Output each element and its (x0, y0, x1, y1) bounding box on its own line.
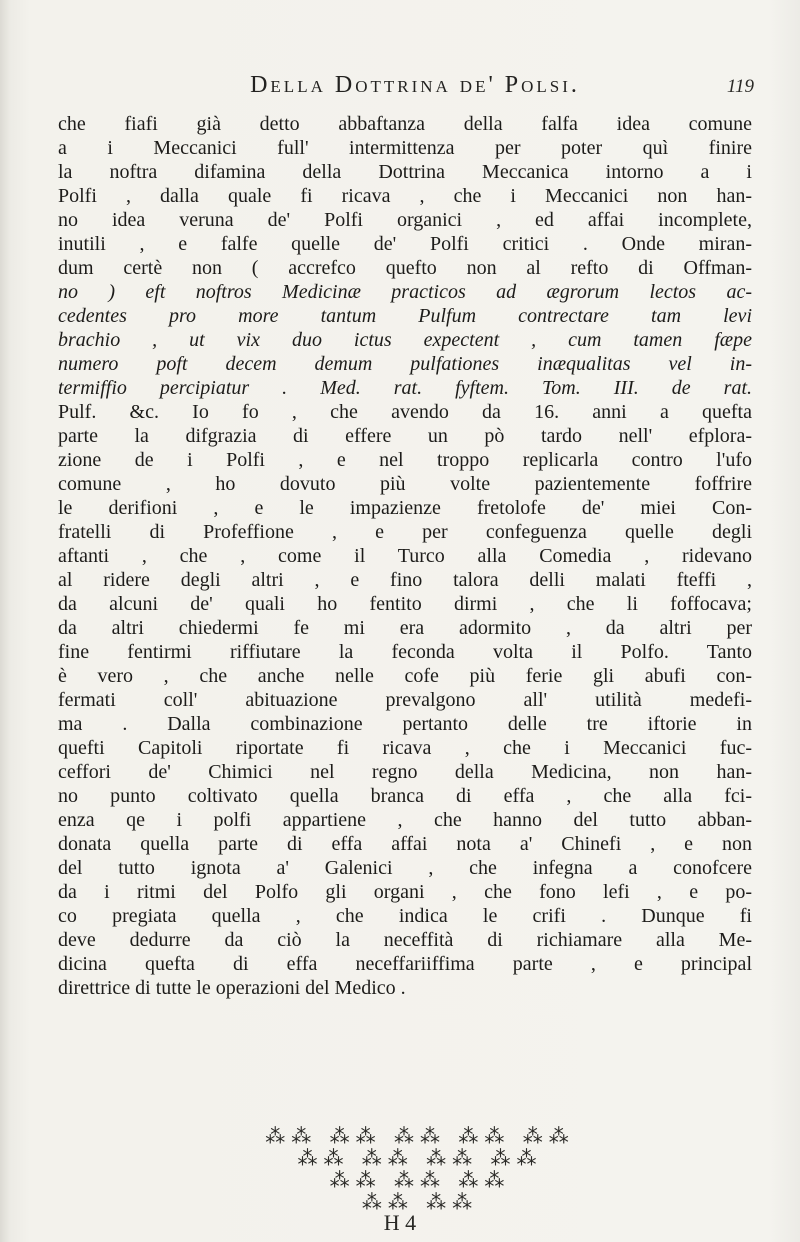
page-header (70, 72, 760, 112)
text-line: aftanti , che , come il Turco alla Comedia , ridevano (58, 545, 752, 567)
text-line: deve dedurre da ciò la neceffità di richiamare alla Me- (58, 929, 752, 951)
text-line: da i ritmi del Polfo gli organi , che fono lefi , e po- (58, 881, 752, 903)
text-line: Pulf. &c. Io fo , che avendo da 16. anni a quefta (58, 401, 752, 423)
ornament-row: ⁂⁂ ⁂⁂ ⁂⁂ (329, 1168, 511, 1192)
text-line: inutili , e falfe quelle de' Polfi critici . Onde miran- (58, 233, 752, 255)
text-line: la noftra difamina della Dottrina Meccanica intorno a i (58, 161, 752, 183)
text-line: parte la difgrazia di effere un pò tardo nell' efplora- (58, 425, 752, 447)
signature-mark: H 4 (383, 1210, 417, 1235)
text-line: che fiafi già detto abbaftanza della falfa idea comune (58, 113, 752, 135)
text-line: co pregiata quella , che indica le crifi . Dunque fi (58, 905, 752, 927)
text-line: le derifioni , e le impazienze fretolofe de' miei Con- (58, 497, 752, 519)
text-line: brachio , ut vix duo ictus expectent , cum tamen fæpe (58, 329, 752, 351)
text-line: numero poft decem demum pulfationes inæqualitas vel in- (58, 353, 752, 375)
ornament-row: ⁂⁂ ⁂⁂ ⁂⁂ ⁂⁂ ⁂⁂ (265, 1124, 575, 1148)
ornament-row: ⁂⁂ ⁂⁂ ⁂⁂ ⁂⁂ (297, 1146, 543, 1170)
text-line: a i Meccanici full' intermittenza per poter quì finire (58, 137, 752, 159)
text-line: no punto coltivato quella branca di effa , che alla fci- (58, 785, 752, 807)
text-line: è vero , che anche nelle cofe più ferie gli abufi con- (58, 665, 752, 687)
text-line: termiffio percipiatur . Med. rat. fyftem. Tom. III. de rat. (58, 377, 752, 399)
page-number: 119 (726, 76, 754, 97)
text-line: del tutto ignota a' Galenici , che infegna a conofcere (58, 857, 752, 879)
text-line: fermati coll' abituazione prevalgono all' utilità medefi- (58, 689, 752, 711)
text-line: comune , ho dovuto più volte pazientemente foffrire (58, 473, 752, 495)
text-line: da altri chiedermi fe mi era adormito , da altri per (58, 617, 752, 639)
text-line: dicina quefta di effa neceffariiffima parte , e principal (58, 953, 752, 975)
text-line: quefti Capitoli riportate fi ricava , che i Meccanici fuc- (58, 737, 752, 759)
text-line: donata quella parte di effa affai nota a' Chinefi , e non (58, 833, 752, 855)
text-line: fratelli di Profeffione , e per confeguenza quelle degli (58, 521, 752, 543)
running-head: Della Dottrina de' Polsi. (250, 72, 580, 98)
text-line: direttrice di tutte le operazioni del Medico . (58, 977, 406, 999)
text-line: al ridere degli altri , e fino talora delli malati fteffi , (58, 569, 752, 591)
text-line: no idea veruna de' Polfi organici , ed affai incomplete, (58, 209, 752, 231)
body-text (58, 112, 752, 1000)
ornament-tailpiece (200, 1125, 640, 1213)
text-line: cedentes pro more tantum Pulfum contrectare tam levi (58, 305, 752, 327)
text-line: da alcuni de' quali ho fentito dirmi , che li foffocava; (58, 593, 752, 615)
text-line: dum certè non ( accrefco quefto non al refto di Offman- (58, 257, 752, 279)
text-line: ceffori de' Chimici nel regno della Medicina, non han- (58, 761, 752, 783)
ornament-row: ⁂⁂ ⁂⁂ (361, 1190, 479, 1214)
text-line: no ) eft noftros Medicinæ practicos ad ægrorum lectos ac- (58, 281, 752, 303)
text-line: Polfi , dalla quale fi ricava , che i Meccanici non han- (58, 185, 752, 207)
text-line: fine fentirmi riffiutare la feconda volta il Polfo. Tanto (58, 641, 752, 663)
text-line: zione de i Polfi , e nel troppo replicarla contro l'ufo (58, 449, 752, 471)
text-line: enza qe i polfi appartiene , che hanno del tutto abban- (58, 809, 752, 831)
text-line: ma . Dalla combinazione pertanto delle tre iftorie in (58, 713, 752, 735)
